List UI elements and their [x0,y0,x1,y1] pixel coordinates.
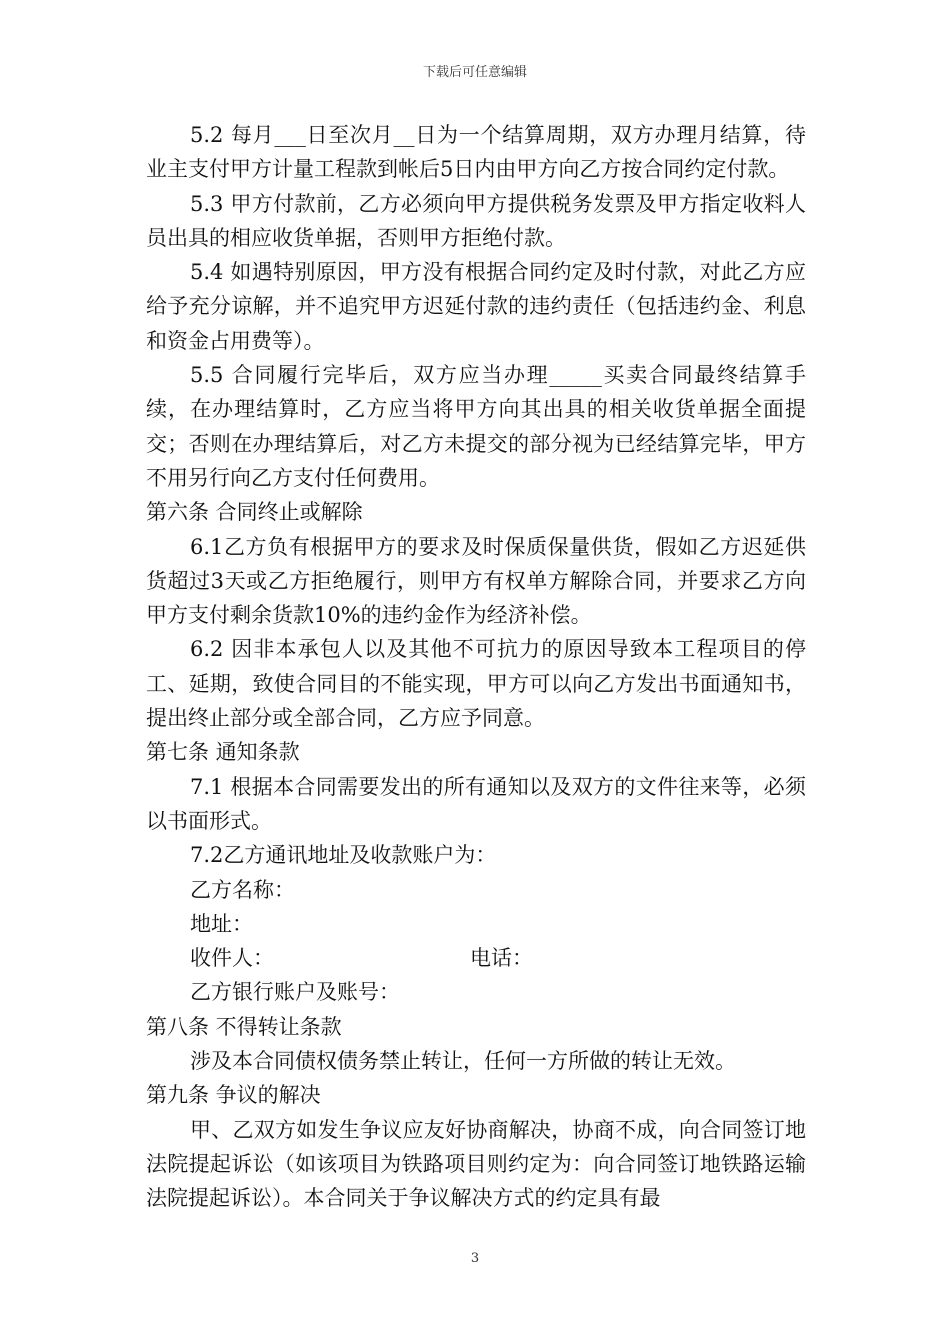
bank-account-field: 乙方银行账户及账号： [190,980,400,1005]
clause-8-text: 涉及本合同债权债务禁止转让，任何一方所做的转让无效。 [190,1049,736,1074]
clause-7-2: 7.2乙方通讯地址及收款账户为： [190,843,497,868]
article-9-heading: 第九条 争议的解决 [146,1083,321,1108]
clause-9-text: 甲、乙双方如发生争议应友好协商解决，协商不成，向合同签订地法院提起诉讼（如该项目为铁路项目则约定为：向合同签订地铁路运输法院提起诉讼）。本合同关于争议解决方式的约定具有最 [146,1117,806,1211]
clause-6-2: 6.2 因非本承包人以及其他不可抗力的原因导致本工程项目的停工、延期，致使合同目的不能实现，甲方可以向乙方发出书面通知书，提出终止部分或全部合同，乙方应予同意。 [146,637,806,731]
page-header: 下载后可任意编辑 [422,65,527,80]
clause-5-4: 5.4 如遇特别原因，甲方没有根据合同约定及时付款，对此乙方应给予充分谅解，并不追究甲方迟延付款的违约责任（包括违约金、利息和资金占用费等）。 [146,260,806,353]
clause-7-1: 7.1 根据本合同需要发出的所有通知以及双方的文件往来等，必须以书面形式。 [146,774,806,833]
page-number: 3 [470,1251,480,1266]
clause-5-3: 5.3 甲方付款前，乙方必须向甲方提供税务发票及甲方指定收料人员出具的相应收货单据，否则甲方拒绝付款。 [146,191,806,250]
clause-5-5: 5.5 合同履行完毕后，双方应当办理_____买卖合同最终结算手续，在办理结算时，乙方应当将甲方向其出具的相关收货单据全面提交；否则在办理结算后，对乙方未提交的部分视为已经结算完毕，甲方不用另行向乙方支付任何费用。 [146,363,806,490]
recipient-field: 收件人： [190,946,274,971]
article-6-heading: 第六条 合同终止或解除 [146,500,363,525]
article-8-heading: 第八条 不得转让条款 [146,1014,342,1039]
phone-field: 电话： [470,946,533,971]
clause-5-2: 5.2 每月___日至次月__日为一个结算周期，双方办理月结算，待业主支付甲方计量工程款到帐后5日内由甲方向乙方按合同约定付款。 [146,123,806,182]
party-b-name-field: 乙方名称： [190,877,295,902]
document-body [146,118,806,1216]
clause-6-1: 6.1乙方负有根据甲方的要求及时保质保量供货，假如乙方迟延供货超过3天或乙方拒绝履行，则甲方有权单方解除合同，并要求乙方向甲方支付剩余货款10%的违约金作为经济补偿。 [146,534,806,628]
recipient-phone-line [146,941,806,975]
article-7-heading: 第七条 通知条款 [146,740,300,765]
address-field: 地址： [190,911,253,936]
